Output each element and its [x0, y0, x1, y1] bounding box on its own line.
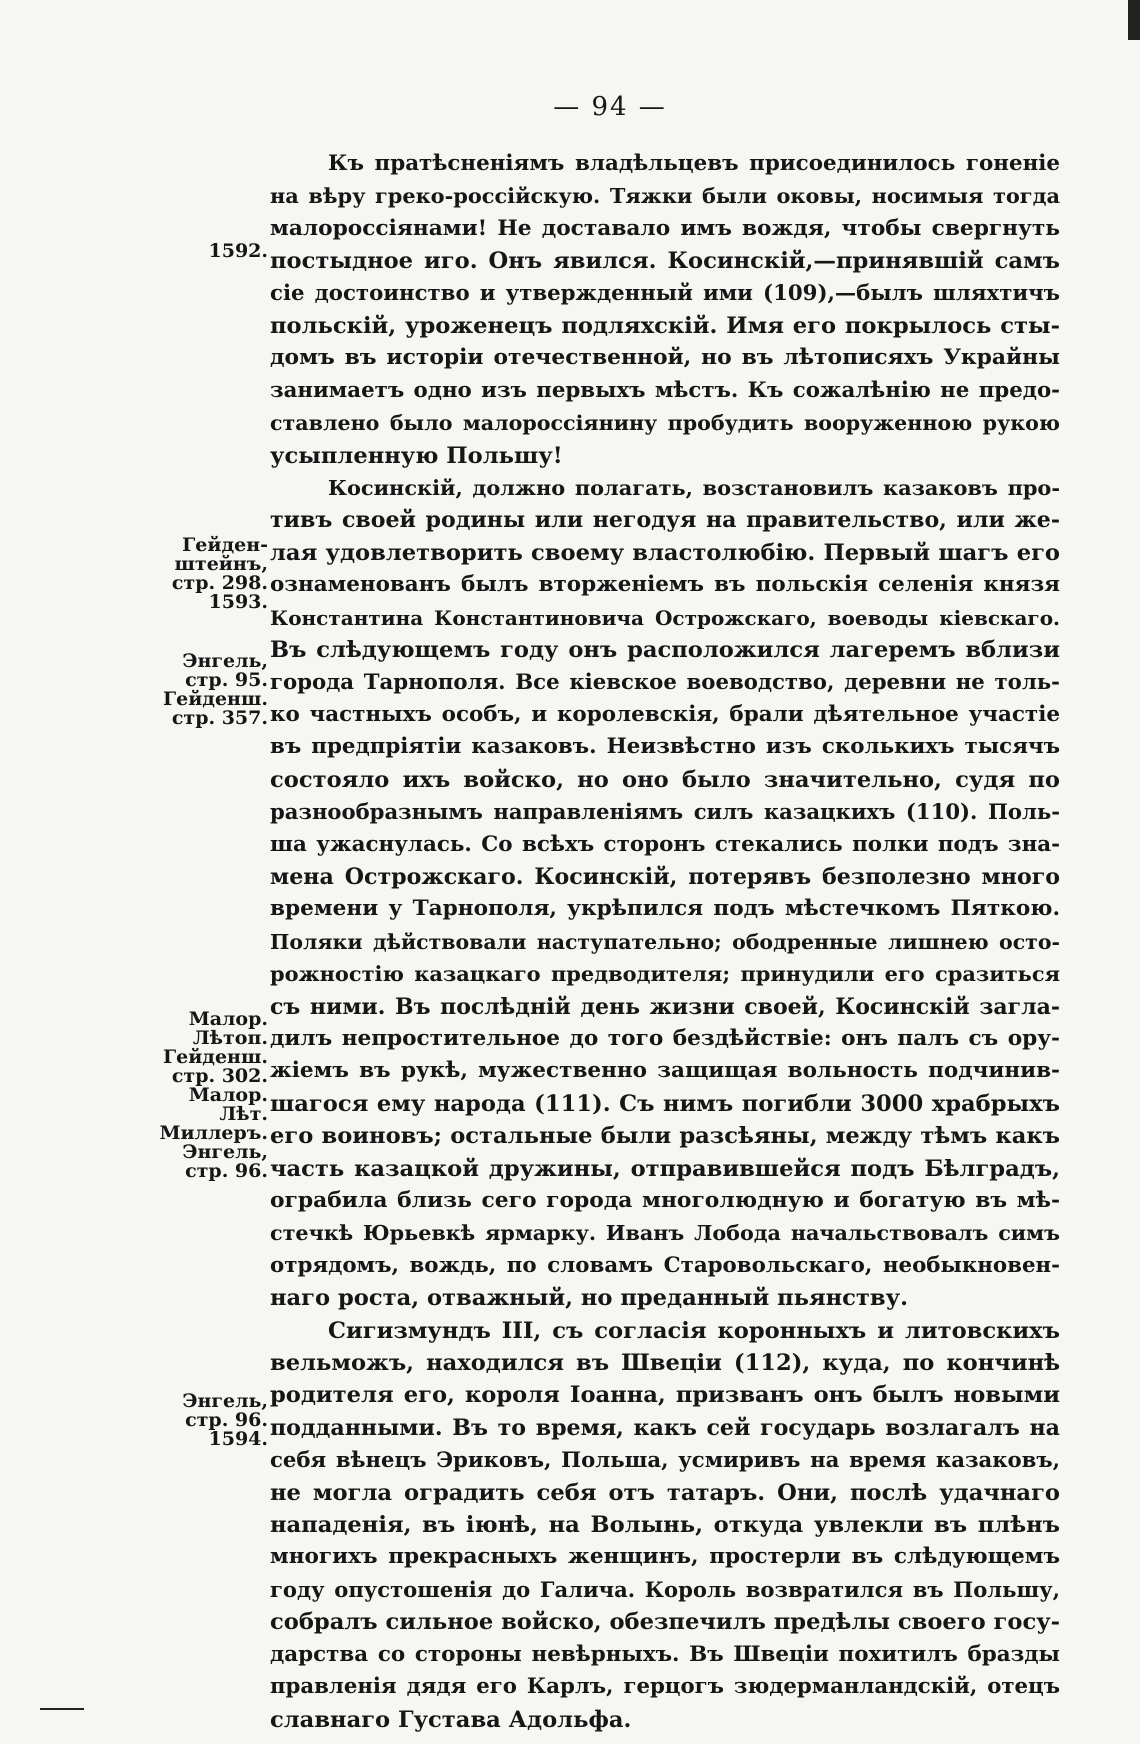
text-line: ставлено было малороссіянину пробудить вооруженною рукою	[270, 411, 1060, 436]
margin-note-line: 1593.	[208, 591, 268, 613]
margin-note-line: Энгель,	[182, 1141, 268, 1163]
text-line: ознаменованъ былъ вторженіемъ въ польскія селенія князя	[270, 572, 1060, 598]
text-line: ограбила близь сего города многолюдную и богатую въ мѣ-	[270, 1188, 1060, 1213]
text-line: мена Острожскаго. Косинскій, потерявъ безполезно много	[270, 863, 1060, 890]
text-line: правленія дядя его Карлъ, герцогъ зюдерманландскій, отецъ	[270, 1674, 1060, 1700]
paragraph-3	[270, 1315, 1060, 1736]
text-line: славнаго Густава Адольфа.	[270, 1706, 632, 1733]
body-text	[270, 148, 1060, 1736]
text-line: лая удовлетворить своему властолюбію. Первый шагъ его	[270, 539, 1060, 566]
scan-edge-mark	[1128, 0, 1140, 40]
text-line: постыдное иго. Онъ явился. Косинскій,—принявшій самъ	[270, 248, 1060, 275]
text-line: усыпленную Польшу!	[270, 442, 563, 469]
margin-note-line: стр. 96.	[185, 1160, 268, 1182]
margin-note-line: Гейденш.	[163, 1046, 268, 1068]
margin-note-line: Малор.	[188, 1084, 268, 1106]
text-line: домъ въ исторіи отечественной, но въ лѣтописяхъ Украйны	[270, 345, 1060, 371]
text-line: ко частныхъ особъ, и королевскія, брали дѣятельное участіе	[270, 701, 1060, 727]
text-line: вельможъ, находился въ Швеціи (112), куда, по кончинѣ	[270, 1350, 1060, 1377]
margin-note-line: Лѣт.	[219, 1103, 268, 1125]
margin-note-line: 1592.	[208, 240, 268, 262]
text-line: не могла оградить себя отъ татаръ. Они, послѣ удачнаго	[270, 1479, 1060, 1506]
margin-note-line: Миллеръ.	[159, 1122, 268, 1144]
margin-note-line: Малор.	[188, 1008, 268, 1030]
margin-note-line: стр. 298.	[171, 572, 268, 594]
text-line: себя вѣнецъ Эриковъ, Польша, усмиривъ на время казаковъ,	[270, 1447, 1060, 1473]
text-line: Константина Константиновича Острожскаго, воеводы кіевскаго.	[270, 605, 1060, 630]
text-line: рожностію казацкаго предводителя; принудили его сразиться	[270, 961, 1060, 987]
text-line: дилъ непростительное до того бездѣйствіе: онъ палъ съ ору-	[270, 1025, 1060, 1051]
margin-note-line: стр. 95.	[185, 669, 268, 691]
text-line: году опустошенія до Галича. Король возвратился въ Польшу,	[270, 1576, 1060, 1602]
text-line: ша ужаснулась. Со всѣхъ сторонъ стекались полки подъ зна-	[270, 831, 1060, 857]
text-line: сіе достоинство и утвержденный ими (109),—былъ шляхтичъ	[270, 280, 1060, 306]
margin-note-line: Гейденш.	[163, 688, 268, 710]
text-line: подданными. Въ то время, какъ сей государь возлагалъ на	[270, 1414, 1060, 1441]
text-line: его воиновъ; остальные были разсѣяны, между тѣмъ какъ	[270, 1123, 1060, 1150]
text-line: многихъ прекрасныхъ женщинъ, простерли въ слѣдующемъ	[270, 1544, 1060, 1570]
text-line: занимаетъ одно изъ первыхъ мѣстъ. Къ сожалѣнію не предо-	[270, 377, 1060, 403]
margin-note-heidenstein-298	[150, 536, 268, 612]
text-line: шагося ему народа (111). Съ нимъ погибли 3000 храбрыхъ	[270, 1090, 1060, 1117]
text-line: малороссіянами! Не доставало имъ вождя, чтобы свергнуть	[270, 215, 1060, 241]
text-line: съ ними. Въ послѣдній день жизни своей, Косинскій загла-	[270, 993, 1060, 1020]
text-line: собралъ сильное войско, обезпечилъ предѣлы своего госу-	[270, 1609, 1061, 1636]
text-line: Къ пратѣсненіямъ владѣльцевъ присоединилось гоненіе	[328, 151, 1060, 176]
text-line: польскій, уроженецъ подляхскій. Имя его покрылось сты-	[270, 313, 1060, 340]
margin-note-line: Энгель,	[182, 1390, 268, 1412]
margin-note-line: Гейден-	[182, 534, 268, 556]
text-line: Поляки дѣйствовали наступательно; ободренные лишнею осто-	[270, 929, 1060, 954]
text-line: города Тарнополя. Все кіевское воеводство, деревни не толь-	[270, 669, 1060, 695]
text-line: въ предпріятіи казаковъ. Неизвѣстно изъ сколькихъ тысячъ	[270, 734, 1060, 760]
text-line: отрядомъ, вождь, по словамъ Старовольскаго, необыкновен-	[270, 1252, 1060, 1278]
margin-note-line: Лѣтоп.	[192, 1027, 268, 1049]
margin-note-engel-96-1594	[150, 1392, 268, 1449]
paragraph-2	[270, 472, 1060, 1315]
text-line: наго роста, отважный, но преданный пьянству.	[270, 1285, 908, 1312]
margin-note-year-1592	[150, 242, 268, 261]
margin-note-line: стр. 302.	[171, 1065, 268, 1087]
margin-note-line: стр. 96.	[185, 1409, 268, 1431]
text-line: жіемъ въ рукѣ, мужественно защищая вольность подчинив-	[270, 1058, 1060, 1084]
margin-note-malor-letop	[150, 1010, 268, 1181]
text-line: нападенія, въ іюнѣ, на Волынь, откуда увлекли въ плѣнъ	[270, 1512, 1060, 1539]
text-line: на вѣру греко-россійскую. Тяжки были оковы, носимыя тогда	[270, 183, 1060, 209]
margin-note-line: штейнъ,	[174, 553, 268, 575]
text-line: часть казацкой дружины, отправившейся подъ Бѣлградъ,	[270, 1155, 1060, 1182]
text-line: состояло ихъ войско, но оно было значительно, судя по	[270, 766, 1060, 793]
paragraph-1	[270, 148, 1060, 472]
text-line: Въ слѣдующемъ году онъ расположился лагеремъ вблизи	[270, 637, 1060, 664]
margin-note-engel-95	[150, 652, 268, 728]
margin-note-line: Энгель,	[182, 650, 268, 672]
text-line: родителя его, короля Іоанна, призванъ онъ былъ новыми	[270, 1382, 1060, 1409]
text-line: времени у Тарнополя, укрѣпился подъ мѣстечкомъ Пяткою.	[270, 896, 1060, 922]
page-number: — 94 —	[553, 92, 667, 122]
text-line: стечкѣ Юрьевкѣ ярмарку. Иванъ Лобода начальствовалъ симъ	[270, 1221, 1060, 1246]
margin-note-line: 1594.	[208, 1428, 268, 1450]
scan-margin-rule	[40, 1708, 84, 1710]
text-line: разнообразнымъ направленіямъ силъ казацкихъ (110). Поль-	[270, 799, 1060, 825]
text-line: Косинскій, должно полагать, возстановилъ казаковъ про-	[328, 475, 1060, 501]
text-line: дарства со стороны невѣрныхъ. Въ Швеціи похитилъ бразды	[270, 1641, 1060, 1667]
margin-note-line: стр. 357.	[171, 707, 268, 729]
text-line: Сигизмундъ III, съ согласія коронныхъ и литовскихъ	[328, 1317, 1060, 1344]
text-line: тивъ своей родины или негодуя на правительство, или же-	[270, 507, 1060, 534]
